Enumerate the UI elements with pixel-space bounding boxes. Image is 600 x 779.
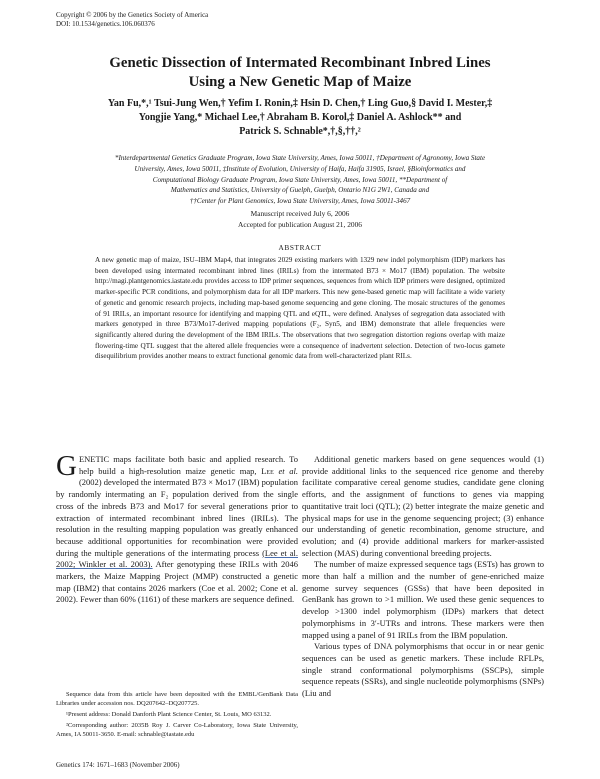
affiliation-line: Mathematics and Statistics, University of Guelph, Guelph, Ontario N1G 2W1, Canada and (170, 186, 430, 195)
intro-paragraph (56, 450, 299, 606)
abstract-heading: ABSTRACT (278, 243, 322, 252)
drop-cap: G (56, 450, 77, 482)
paragraph: Various types of DNA polymorphisms that occur in or near genic sequences can be used as genetic markers. These include RFLPs, single strand conformational polymorphisms (SSCPs), simple sequence repeats (SSRs), and single nucleotide polymorphisms (SNPs) (Liu and (302, 641, 544, 699)
intro-text-a: ENETIC maps facilitate both basic and applied research. To help build a high-resolution maize genetic map, (78, 454, 298, 476)
footnote-corresponding: ²Corresponding author: 2035B Roy J. Carver Co-Laboratory, Iowa State University, Ames, IA 50011-3650. E-mail: schnable@iastate.edu (56, 722, 298, 738)
affiliation-line: Computational Biology Graduate Program, Iowa State University, Ames, Iowa 50011, **Department of (152, 175, 448, 184)
paper-title (40, 54, 560, 92)
intro-text-b: (2002) developed the intermated B73 × Mo17 (IBM) population by randomly intermating an F₂ population derived from the single cross of the inbreds B73 and Mo17 for several generations prior to extraction of intermated recombinant inbred lines (IRILs). The resolution in the resulting mapping population was greatly enhanced because additional opportunities for recombination were provided during the multiple generations of the intermating process (56, 477, 298, 558)
affiliation-line: ††Center for Plant Genomics, Iowa State University, Ames, Iowa 50011-3467 (189, 197, 411, 206)
paragraph: The number of maize expressed sequence tags (ESTs) has grown to more than half a million and the number of gene-enriched maize genome survey sequences (GSSs) that have been deposited in GenBank has grown to >1 million. We used these genic sequences to develop >1300 indel polymorphism (IDPs) markers that detect polymorphisms in 3′-UTRs and introns. These markers were then mapped using a panel of 91 IRILs from the IBM population. (302, 559, 544, 640)
abstract-text: A new genetic map of maize, ISU–IBM Map4, that integrates 2029 existing markers with 1329 new indel polymorphism (IDP) markers has been developed using intermated recombinant inbred lines (IRILs) from the intermated B73 × Mo17 (IBM) population. The website http://magi.plantgenomics.iastate.edu provides access to IDP primer sequences, sequences from which IDP primers were designed, optimized marker-specific PCR conditions, and polymorphism data for all IDP markers. This new gene-based genetic map will facilitate a wide variety of genetic and genomic research projects, including map-based genome sequencing and gene cloning. The mosaic structures of the genomes of 91 IRILs, an important resource for identifying and mapping QTL and eQTL, were defined. Analyses of segregation data associated with markers genotyped in three B73/Mo17-derived mapping populations (F₂, Syn5, and IBM) demonstrate that allele frequencies were significantly altered during the development of the IBM IRILs. The observations that two segregation distortion regions overlap with maize flowering-time QTL suggest that the altered allele frequencies were a consequence of inadvertent selection. Detection of two-locus gamete disequilibrium provides another means to extract functional genomic data from well-characterized plant RILs. (95, 256, 505, 361)
affiliations (58, 153, 542, 207)
footnotes (56, 690, 298, 741)
manuscript-dates (40, 209, 560, 230)
author-list (40, 97, 560, 139)
intro-text-c: After genotyping these IRILs with 2046 markers, the Maize Mapping Project (MMP) constructed a genetic map (IBM2) that contains 2026 markers ( (56, 559, 299, 593)
received-date: Manuscript received July 6, 2006 (250, 209, 350, 218)
title-line-2: Using a New Genetic Map of Maize (188, 74, 412, 90)
doi-line: DOI: 10.1534/genetics.106.060376 (56, 20, 155, 28)
accepted-date: Accepted for publication August 21, 2006 (238, 219, 362, 229)
citation-lee: Lee (261, 465, 274, 476)
left-column (56, 450, 299, 606)
copyright-line: Copyright © 2006 by the Genetics Society of America (56, 11, 209, 19)
page-header (56, 11, 208, 29)
intro-text-d: 2002). Fewer than 60% (1161) of these markers are sequence defined. (56, 594, 295, 605)
author-line-1: Yan Fu,*,¹ Tsui-Jung Wen,† Yefim I. Ronin,‡ Hsin D. Chen,† Ling Guo,§ David I. Mester,‡ (107, 98, 493, 109)
right-column (302, 454, 544, 700)
citation-coe-cone: Coe et al. 2002; Cone et al. (201, 582, 298, 593)
journal-footer: Genetics 174: 1671–1683 (November 2006) (56, 761, 180, 769)
author-line-2: Yongjie Yang,* Michael Lee,† Abraham B. Korol,‡ Daniel A. Ashlock** and (138, 112, 462, 123)
paragraph: Additional genetic markers based on gene sequences would (1) provide additional links to the sequenced rice genome and thereby facilitate comparative cereal genome studies, candidate gene cloning efforts, and the assignment of functions to genes via mapping quantitative trait loci (QTL); (2) better integrate the maize genetic and physical maps for use in the genome sequencing project; (3) enhance our understanding of genetic recombination, genome structure, and evolution; and (4) provide additional markers for marker-assisted selection (MAS) during conventional breeding projects. (302, 454, 544, 558)
citation-link[interactable]: (Lee et al. 2002; Winkler et al. 2003). (56, 547, 298, 570)
title-line-1: Genetic Dissection of Intermated Recombinant Inbred Lines (109, 55, 491, 71)
et-al: et al. (278, 465, 299, 476)
author-line-3: Patrick S. Schnable*,†,§,††,² (239, 126, 361, 137)
footnote-present-address: ¹Present address: Donald Danforth Plant Science Center, St. Louis, MO 63132. (66, 711, 272, 718)
affiliation-line: *Interdepartmental Genetics Graduate Program, Iowa State University, Ames, Iowa 50011, †Department of Agronomy, Iowa State (114, 154, 486, 162)
affiliation-line: University, Ames, Iowa 50011, ‡Institute of Evolution, University of Haifa, Haifa 31905, Israel, §Bioinformatics and (134, 164, 466, 173)
footnote-deposit: Sequence data from this article have been deposited with the EMBL/GenBank Data Libraries under accession nos. DQ207642–DQ207725. (56, 691, 298, 707)
